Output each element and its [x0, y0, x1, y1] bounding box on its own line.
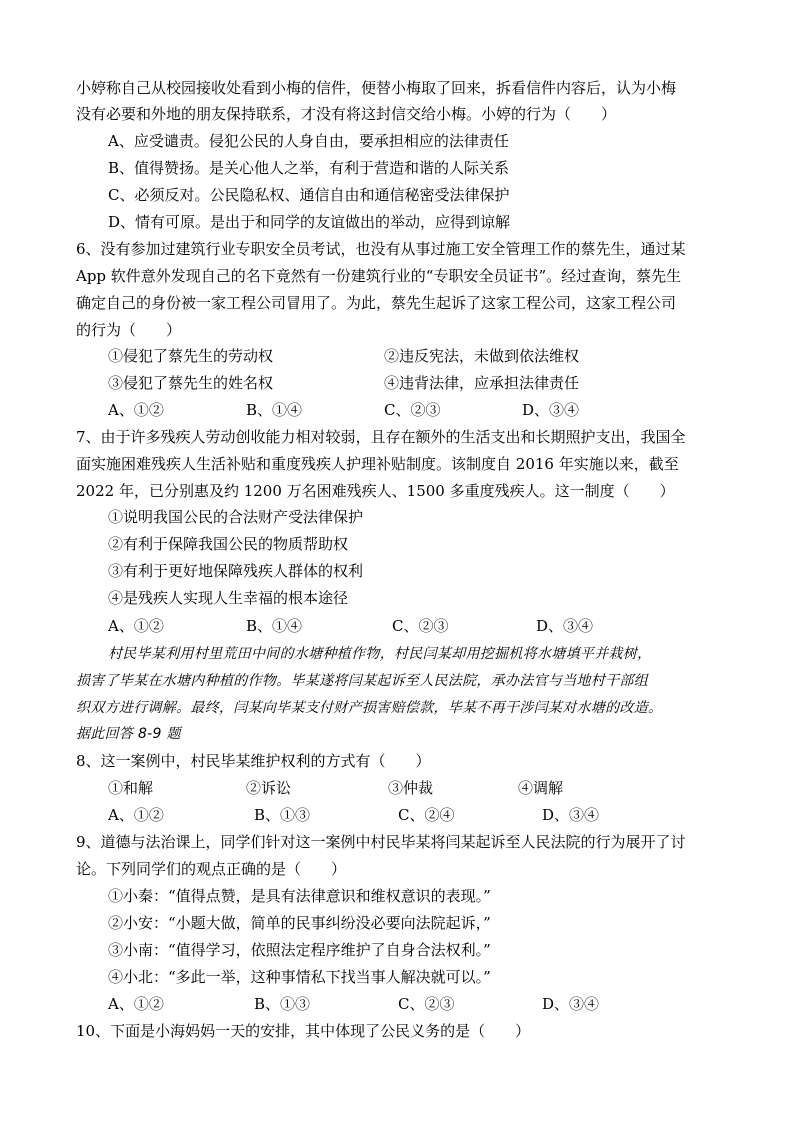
q7-choice-d: D、③④ [536, 617, 594, 635]
q7-choice-b: B、①④ [246, 617, 303, 635]
q9-statement-1: ①小秦：“值得点赞，是具有法律意识和维权意识的表现。” [108, 887, 491, 905]
q7-statement-3: ③有利于更好地保障残疾人群体的权利 [108, 562, 364, 580]
q9-statement-4: ④小北：“多此一举，这种事情私下找当事人解决就可以。” [108, 968, 491, 986]
q5-stem-line-2: 没有必要和外地的朋友保持联系，才没有将这封信交给小梅。小婷的行为（ ） [76, 105, 617, 123]
q6-choice-a: A、①② [108, 401, 164, 419]
q8-statement-1: ①和解 [108, 779, 154, 797]
q6-stem-line-1: 6、没有参加过建筑行业专职安全员考试，也没有从事过施工安全管理工作的蔡先生，通过某 [76, 240, 686, 258]
q10-stem: 10、下面是小海妈妈一天的安排，其中体现了公民义务的是（ ） [76, 1022, 531, 1040]
q7-stem-line-1: 7、由于许多残疾人劳动创收能力相对较弱，且存在额外的生活支出和长期照护支出，我国全 [76, 428, 686, 446]
q7-statement-4: ④是残疾人实现人生幸福的根本途径 [108, 589, 349, 607]
q5-option-a: A、应受谴责。侵犯公民的人身自由，要承担相应的法律责任 [108, 132, 509, 150]
q6-stem-line-2: App 软件意外发现自己的名下竟然有一份建筑行业的“专职安全员证书”。经过查询，蔡先生 [76, 267, 682, 285]
q8-statement-2: ②诉讼 [246, 779, 292, 797]
q6-statement-4: ④违背法律，应承担法律责任 [384, 374, 580, 392]
q7-choice-c: C、②③ [392, 617, 449, 635]
passage-line-1: 村民毕某利用村里荒田中间的水塘种植作物，村民闫某却用挖掘机将水塘填平并栽树， [108, 646, 652, 662]
q6-statement-1: ①侵犯了蔡先生的劳动权 [108, 347, 274, 365]
q8-choice-d: D、③④ [542, 806, 600, 824]
q7-stem-line-3: 2022 年，已分别惠及约 1200 万名困难残疾人、1500 多重度残疾人。这一制度（ ） [76, 482, 675, 500]
q5-stem-line-1: 小婷称自己从校园接收处看到小梅的信件，便替小梅取了回来，拆看信件内容后，认为小梅 [76, 79, 677, 97]
q9-choice-b: B、①③ [254, 995, 311, 1013]
q7-statement-2: ②有利于保障我国公民的物质帮助权 [108, 535, 349, 553]
q9-choice-d: D、③④ [542, 995, 600, 1013]
q6-stem-line-3: 确定自己的身份被一家工程公司冒用了。为此，蔡先生起诉了这家工程公司，这家工程公司 [76, 294, 677, 312]
q8-statement-4: ④调解 [518, 779, 564, 797]
q9-stem-line-1: 9、道德与法治课上，同学们针对这一案例中村民毕某将闫某起诉至人民法院的行为展开了讨 [76, 833, 686, 851]
q8-stem: 8、这一案例中，村民毕某维护权利的方式有（ ） [76, 752, 431, 770]
q7-choice-a: A、①② [108, 617, 164, 635]
q8-choice-c: C、②④ [398, 806, 455, 824]
q7-stem-line-2: 面实施困难残疾人生活补贴和重度残疾人护理补贴制度。该制度自 2016 年实施以来，截至 [76, 455, 679, 473]
passage-line-3: 织双方进行调解。最终，闫某向毕某支付财产损害赔偿款，毕某不再干涉闫某对水塘的改造。 [76, 700, 663, 716]
q6-choice-d: D、③④ [522, 401, 580, 419]
q6-statement-3: ③侵犯了蔡先生的姓名权 [108, 374, 274, 392]
q9-choice-a: A、①② [108, 995, 164, 1013]
q8-choice-b: B、①③ [254, 806, 311, 824]
q8-choice-a: A、①② [108, 806, 164, 824]
passage-instruction: 据此回答 8-9 题 [76, 726, 181, 742]
q5-option-b: B、值得赞扬。是关心他人之举，有利于营造和谐的人际关系 [108, 159, 510, 177]
q9-statement-2: ②小安：“小题大做，简单的民事纠纷没必要向法院起诉，” [108, 914, 491, 932]
q6-stem-line-4: 的行为（ ） [76, 321, 182, 339]
q9-statement-3: ③小南：“值得学习，依照法定程序维护了自身合法权利。” [108, 941, 491, 959]
q5-option-c: C、必须反对。公民隐私权、通信自由和通信秘密受法律保护 [108, 186, 510, 204]
q7-statement-1: ①说明我国公民的合法财产受法律保护 [108, 508, 364, 526]
q8-statement-3: ③仲裁 [388, 779, 434, 797]
q6-statement-2: ②违反宪法，未做到依法维权 [384, 347, 580, 365]
q6-choice-c: C、②③ [384, 401, 441, 419]
q9-choice-c: C、②③ [398, 995, 455, 1013]
q6-choice-b: B、①④ [246, 401, 303, 419]
passage-line-2: 损害了毕某在水塘内种植的作物。毕某遂将闫某起诉至人民法院，承办法官与当地村干部组 [76, 673, 648, 689]
q5-option-d: D、情有可原。是出于和同学的友谊做出的举动，应得到谅解 [108, 213, 511, 231]
q9-stem-line-2: 论。下列同学们的观点正确的是（ ） [76, 860, 347, 878]
